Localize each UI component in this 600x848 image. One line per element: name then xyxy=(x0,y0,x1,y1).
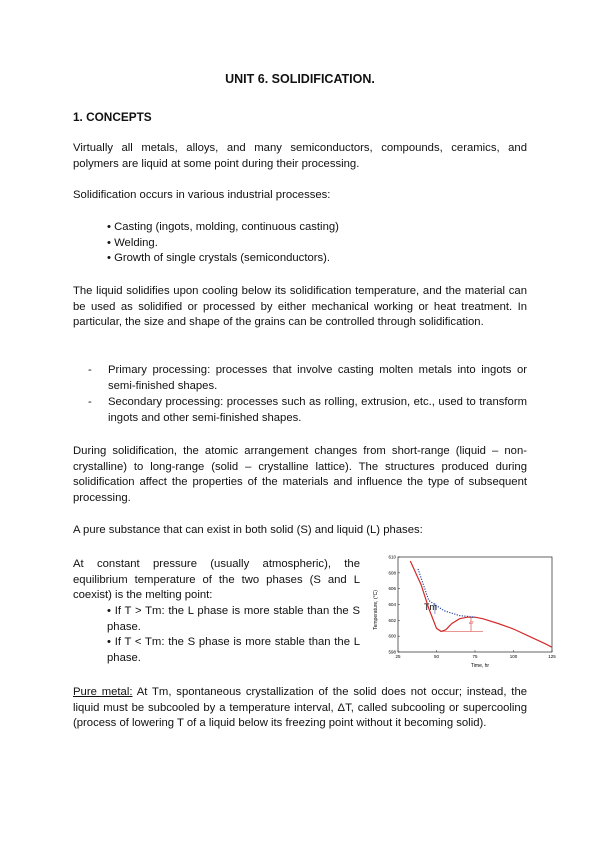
dash-marker: - xyxy=(88,364,92,376)
list-item xyxy=(88,395,527,426)
x-tick-label: 100 xyxy=(509,654,518,659)
list-item: • If T < Tm: the S phase is more stable than the L phase. xyxy=(107,635,360,666)
list-item: • Welding. xyxy=(107,236,339,252)
y-tick-label: 598 xyxy=(388,649,396,655)
y-tick-label: 600 xyxy=(388,633,396,639)
pure-metal-text: At Tm, spontaneous crystallization of the solid does not occur; instead, the liquid must be subcooled by a temperature interval, ΔT, called subcooling or supercooling (process of lowering T of a liquid below its freezing point without it becoming solid). xyxy=(73,686,528,730)
constant-pressure-paragraph: At constant pressure (usually atmospheric), the equilibrium temperature of the two phases (S and L coexist) is the melting point: xyxy=(73,558,360,602)
processing-list xyxy=(88,363,527,427)
y-axis-label: Temperature, (°C) xyxy=(373,590,379,630)
dash-marker: - xyxy=(88,396,92,409)
x-tick-label: 25 xyxy=(395,654,401,659)
during-paragraph: During solidification, the atomic arrangement changes from short-range (liquid – non-crystalline) to long-range (solid – crystalline lattice). The structures produced during solidification affect the properties of the materials and influence the type of subsequent processing. xyxy=(73,445,527,504)
intro-paragraph: Virtually all metals, alloys, and many semiconductors, compounds, ceramics, and polymers are liquid at some point during their processing. xyxy=(73,142,527,170)
y-tick-label: 610 xyxy=(388,554,396,560)
solidifies-paragraph: The liquid solidifies upon cooling below its solidification temperature, and the material can be used as solidified or processed by either mechanical working or heat treatment. In particular, the size and shape of the grains can be controlled through solidification. xyxy=(73,285,527,329)
section-heading: 1. CONCEPTS xyxy=(73,110,152,124)
list-item: • Growth of single crystals (semiconductors). xyxy=(107,251,339,267)
list-item: • Casting (ingots, molding, continuous casting) xyxy=(107,220,339,236)
x-tick-label: 50 xyxy=(433,654,440,659)
phase-bullet-list xyxy=(107,604,360,666)
processes-intro: Solidification occurs in various industrial processes: xyxy=(73,189,331,201)
pure-metal-paragraph xyxy=(73,685,527,732)
primary-processing-text: Primary processing: processes that involve casting molten metals into ingots or semi-finished shapes. xyxy=(108,364,527,392)
y-tick-label: 602 xyxy=(388,617,396,623)
x-axis-label: Time, hr xyxy=(470,663,490,669)
tm-label: Tm xyxy=(424,602,437,612)
x-tick-label: 125 xyxy=(548,654,556,659)
cooling-curve-chart xyxy=(368,552,560,670)
secondary-processing-text: Secondary processing: processes such as rolling, extrusion, etc., used to transform ingots and other semi-finished shapes. xyxy=(108,396,527,424)
list-item: • If T > Tm: the L phase is more stable than the S phase. xyxy=(107,604,360,635)
x-tick-label: 75 xyxy=(472,654,478,659)
page-title: UNIT 6. SOLIDIFICATION. xyxy=(225,72,375,86)
delta-t-label: ΔT xyxy=(469,620,475,625)
process-bullet-list xyxy=(107,220,339,267)
list-item xyxy=(88,363,527,394)
y-tick-label: 608 xyxy=(388,570,396,576)
y-tick-label: 604 xyxy=(388,602,396,607)
y-tick-label: 606 xyxy=(388,586,396,592)
chart-svg xyxy=(368,552,560,670)
pure-substance-line: A pure substance that can exist in both solid (S) and liquid (L) phases: xyxy=(73,524,423,536)
pure-metal-label: Pure metal: xyxy=(73,686,133,698)
